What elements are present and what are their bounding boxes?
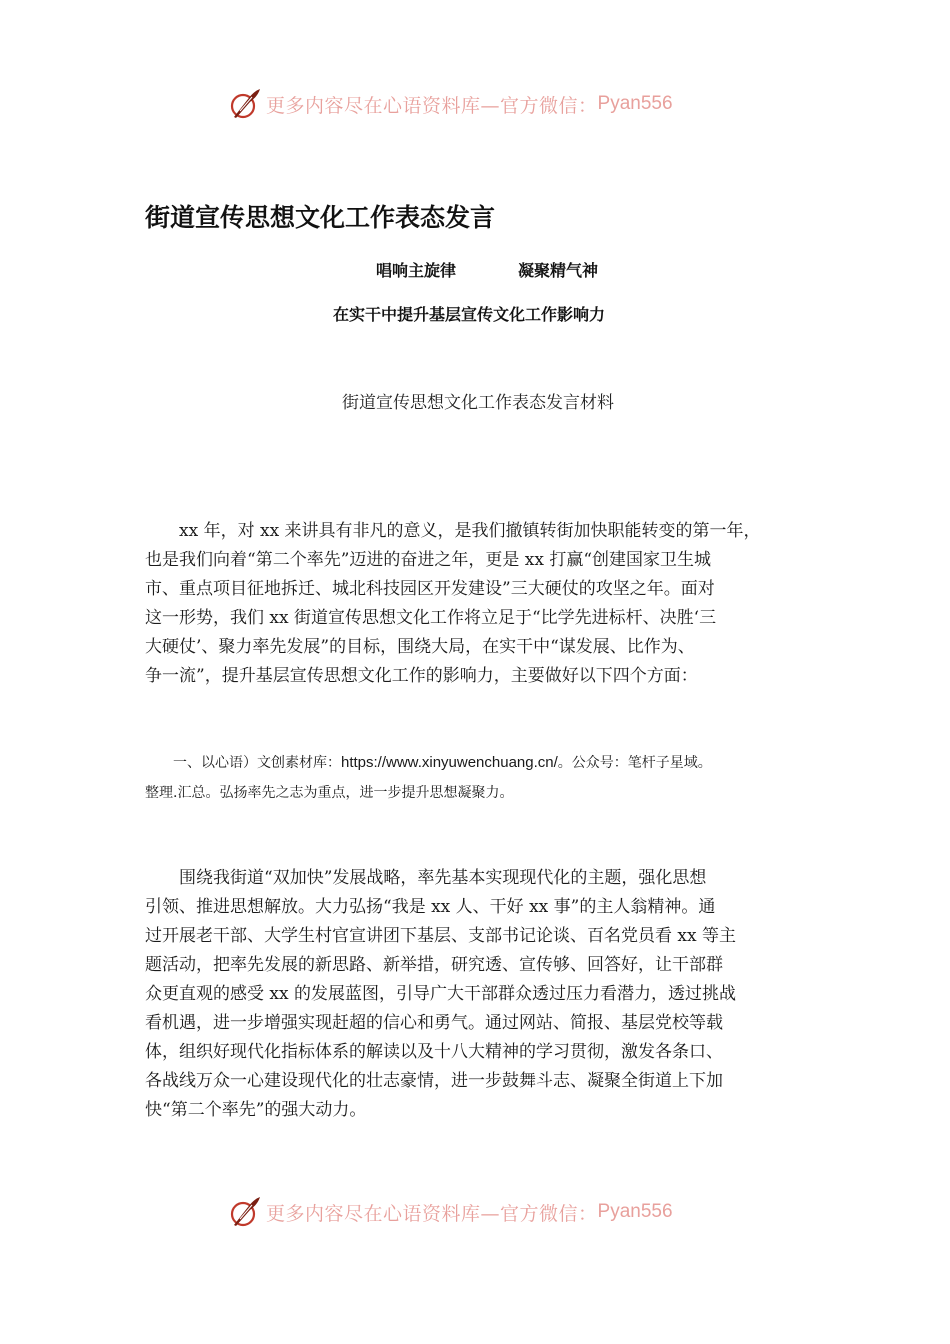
footer-watermark-banner [228,1192,673,1232]
section-note-suffix: 。公众号：笔杆子星域。 [557,755,712,771]
paragraph-line: 大硬仗’、聚力率先发展”的目标，围绕大局，在实干中“谋发展、比作为、 [145,637,695,657]
subtitle-line-2: 在实干中提升基层宣传文化工作影响力 [333,305,606,324]
section-heading-note [145,748,825,808]
paragraph-line: 也是我们向着“第二个率先”迈进的奋进之年，更是 xx 打赢“创建国家卫生城 [145,550,712,570]
quill-pen-logo-icon [228,87,262,121]
material-title: 街道宣传思想文化工作表态发言材料 [342,393,614,413]
paragraph-line: 这一形势，我们 xx 街道宣传思想文化工作将立足于“比学先进标杆、决胜‘三 [145,608,717,628]
body-paragraph-2 [145,864,813,1125]
paragraph-line: 体，组织好现代化指标体系的解读以及十八大精神的学习贯彻，激发各条口、 [145,1042,723,1062]
paragraph-line: 争一流”，提升基层宣传思想文化工作的影响力，主要做好以下四个方面： [145,666,698,686]
banner-slogan: 更多内容尽在心语资料库—官方微信： [266,1202,598,1225]
paragraph-line: 过开展老干部、大学生村官宣讲团下基层、支部书记论谈、百名党员看 xx 等主 [145,926,736,946]
paragraph-line: 众更直观的感受 xx 的发展蓝图，引导广大干部群众透过压力看潜力，透过挑战 [145,984,736,1004]
quill-pen-logo-icon [228,1195,262,1229]
paragraph-line: 各战线万众一心建设现代化的壮志豪情，进一步鼓舞斗志、凝聚全街道上下加 [145,1071,723,1091]
section-note-line-1 [145,748,825,778]
subtitle-part-1: 唱响主旋律 [376,261,457,280]
paragraph-line: 市、重点项目征地拆迁、城北科技园区开发建设”三大硬仗的攻坚之年。面对 [145,579,715,599]
paragraph-line: 引领、推进思想解放。大力弘扬“我是 xx 人、干好 xx 事”的主人翁精神。通 [145,897,716,917]
subtitle-part-2: 凝聚精气神 [518,261,599,280]
paragraph-line: 围绕我街道“双加快”发展战略，率先基本实现现代化的主题，强化思想 [145,868,707,888]
body-paragraph-1 [145,517,813,691]
paragraph-line: xx 年，对 xx 来讲具有非凡的意义，是我们撤镇转街加快职能转变的第一年， [145,521,761,541]
paragraph-line: 题活动，把率先发展的新思路、新举措，研究透、宣传够、回答好，让干部群 [145,955,723,975]
banner-wechat-id: Pyan556 [597,93,673,114]
source-url-link[interactable]: https://www.xinyuwenchuang.cn/ [341,754,558,771]
section-note-prefix: 一、以心语）文创素材库： [145,755,341,771]
paragraph-line: 看机遇，进一步增强实现赶超的信心和勇气。通过网站、简报、基层党校等载 [145,1013,723,1033]
paragraph-line: 快“第二个率先”的强大动力。 [145,1100,367,1120]
banner-slogan: 更多内容尽在心语资料库—官方微信： [266,94,598,117]
section-note-line-2: 整理.汇总。弘扬率先之志为重点，进一步提升思想凝聚力。 [145,785,514,801]
banner-wechat-id: Pyan556 [597,1201,673,1222]
document-title: 街道宣传思想文化工作表态发言 [145,203,496,232]
header-watermark-banner [228,84,673,124]
